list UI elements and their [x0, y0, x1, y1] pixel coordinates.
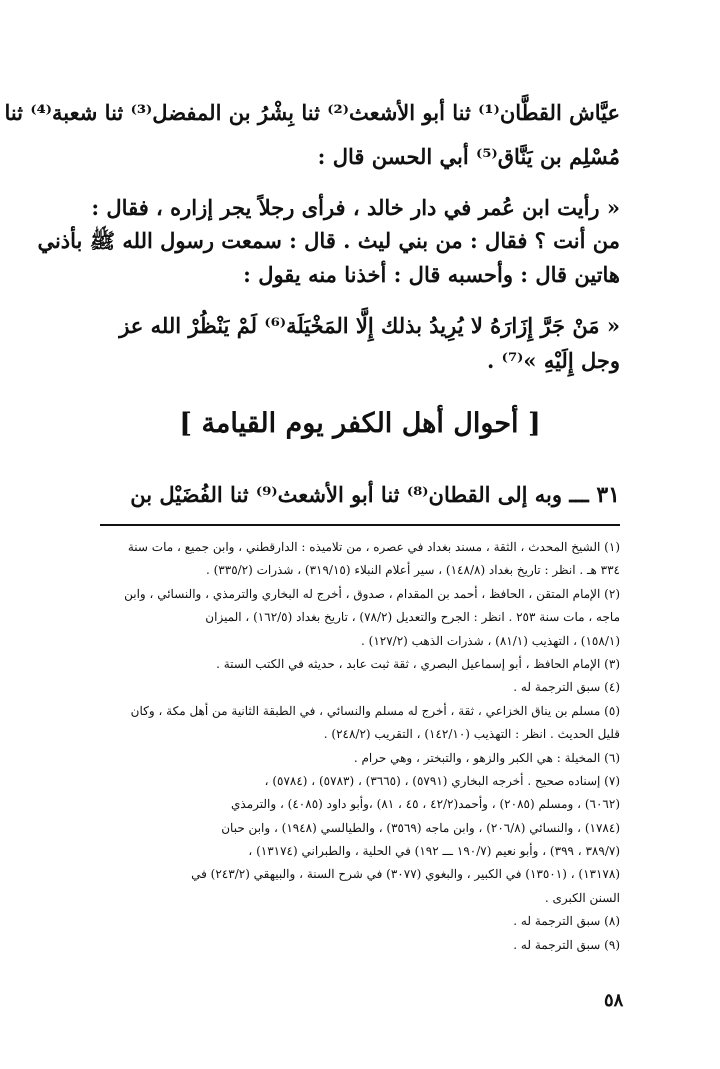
footnote-line: (٩) سبق الترجمة له .	[513, 937, 620, 952]
footnote-line: (٣) الإمام الحافظ ، أبو إسماعيل البصري ، ثقة ثبت عابد ، حديثه في الكتب الستة .	[216, 656, 620, 671]
footnote-line: (٢) الإمام المتقن ، الحافظ ، أحمد بن المقدام ، صدوق ، أخرج له البخاري والترمذي ، والنسائي ، وابن	[124, 586, 620, 601]
footnote-line: السنن الكبرى .	[544, 890, 620, 905]
footnote-separator	[100, 524, 620, 526]
body-line-1: عيَّاش القطَّان⁽¹⁾ ثنا أبو الأشعث⁽²⁾ ثنا بِشْرُ بن المفضل⁽³⁾ ثنا شعبة⁽⁴⁾ ثنا	[4, 100, 620, 125]
footnotes	[85, 536, 620, 957]
footnote-line: (٥) مسلم بن يناق الخزاعي ، ثقة ، أخرج له مسلم والنسائي ، في الطبقة الثانية من أهل مكة ، وكان	[130, 703, 620, 718]
footnote-line: (٨) سبق الترجمة له .	[513, 914, 620, 929]
footnote-line: ٣٣٤ هـ . انظر : تاريخ بغداد (١٤٨/٨) ، سير أعلام النبلاء (٣١٩/١٥) ، شذرات (٣٣٥/٢) .	[205, 563, 620, 578]
item-text: وبه إلى القطان⁽⁸⁾ ثنا أبو الأشعث⁽⁹⁾ ثنا الفُضَيْل بن	[130, 482, 563, 507]
footnote-line: (١) الشيخ المحدث ، الثقة ، مسند بغداد في عصره ، من تلاميذه : الدارقطني ، وابن جميع ، مات سنة	[127, 540, 620, 554]
footnote-line: (٣٨٩/٧ ، ٣٩٩) ، وأبو نعيم (١٩٠/٧ ـــ ١٩٢) في الحلية ، والطبراني (١٣١٧٤) ،	[248, 844, 620, 859]
footnote-line: (١٣١٧٨) ، (١٣٥٠١) في الكبير ، والبغوي (٣٠٧٧) في شرح السنة ، والبيهقي (٢٤٣/٢) في	[191, 867, 620, 882]
footnote-line: (١٥٨/١) ، التهذيب (٨١/١) ، شذرات الذهب (١٢٧/٢) .	[361, 633, 620, 648]
footnote-line: ماجه ، مات سنة ٢٥٣ . انظر : الجرح والتعديل (٧٨/٢) ، تاريخ بغداد (١٦٢/٥) ، الميزان	[205, 610, 620, 625]
footnote-line: (٦) المخيلة : هي الكبر والزهو ، والتبختر ، وهي حرام .	[353, 750, 620, 765]
body-line-2: مُسْلِم بن يَنَّاق⁽⁵⁾ أبي الحسن قال :	[317, 144, 620, 169]
body-line-5: هاتين قال : وأحسبه قال : أخذنا منه يقول :	[243, 262, 620, 287]
footnote-line: (٧) إسناده صحيح . أخرجه البخاري (٥٧٩١) ، (٣٦٦٥) ، (٥٧٨٣) ، (٥٧٨٤) ،	[264, 773, 620, 788]
section-heading: [ أحوال أهل الكفر يوم القيامة ]	[179, 408, 541, 439]
item-number: ٣١ ـــ	[569, 482, 620, 508]
footnote-line: (٤) سبق الترجمة له .	[513, 680, 620, 695]
page-number: ٥٨	[604, 990, 624, 1011]
footnote-line: قليل الحديث . انظر : التهذيب (١٤٢/١٠) ، التقريب (٢٤٨/٢) .	[323, 727, 620, 742]
body-line-3: « رأيت ابن عُمر في دار خالد ، فرأى رجلاً يجر إزاره ، فقال :	[91, 195, 620, 220]
numbered-item	[90, 482, 620, 508]
footnote-line: (١٧٨٤) ، والنسائي (٢٠٦/٨) ، وابن ماجه (٣٥٦٩) ، والطيالسي (١٩٤٨) ، وابن حبان	[221, 820, 620, 835]
body-line-7: وجل إِلَيْهِ »⁽⁷⁾ .	[487, 348, 620, 373]
footnote-line: (٦٠٦٢) ، ومسلم (٢٠٨٥) ، وأحمد(٤٢/٢ ، ٤٥ ، ٨١) ،وأبو داود (٤٠٨٥) ، والترمذي	[231, 797, 620, 812]
body-line-4: من أنت ؟ فقال : من بني ليث . قال : سمعت رسول الله ﷺ بأذني	[37, 228, 620, 253]
body-line-6: « مَنْ جَرَّ إِزَارَهُ لا يُرِيدُ بذلك إِلَّا المَخْيَلَة⁽⁶⁾ لَمْ يَنْظُرْ الله عز	[119, 313, 620, 338]
